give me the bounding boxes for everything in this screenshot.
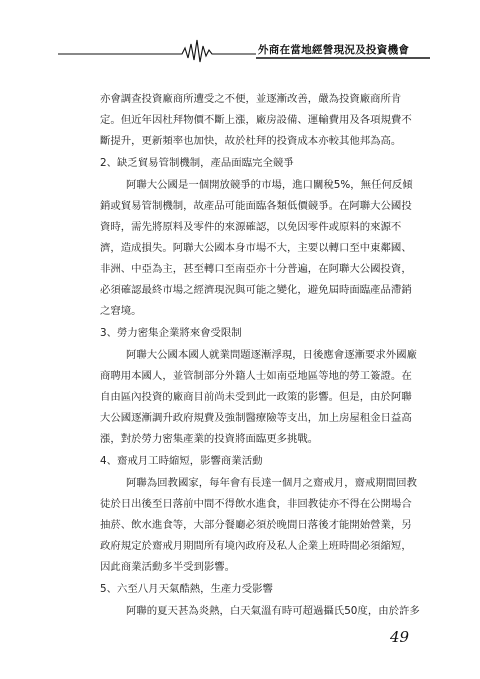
text-line: 定。但近年因杜拜物價不斷上漲，廠房設備、運輸費用及各項規費不 — [100, 114, 412, 126]
text-line: 阿聯大公國是一個開放競爭的市場，進口關稅5%，無任何反傾 — [126, 179, 413, 191]
text-line: 商聘用本國人，並管制部分外籍人士如南亞地區等地的勞工簽證。在 — [100, 370, 412, 382]
text-line: 非洲、中亞為主，甚至轉口至南亞亦十分普遍，在阿聯大公國投資， — [100, 263, 412, 275]
text-line: 自由區內投資的廠商目前尚未受到此一政策的影響。但是，由於阿聯 — [100, 391, 412, 403]
text-line: 濟，造成損失。阿聯大公國本身市場不大，主要以轉口至中東鄰國、 — [100, 242, 412, 254]
header-title: 外商在當地經營現況及投資機會 — [258, 44, 410, 56]
text-line: 銷或貿易管制機制，故產品可能面臨各類低價競爭。在阿聯大公國投 — [100, 200, 412, 212]
text-line: 漲，對於勞力密集產業的投資將面臨更多挑戰。 — [100, 433, 319, 445]
text-line: 阿聯的夏天甚為炎熱，白天氣溫有時可超過攝氏50度，由於許多 — [126, 605, 420, 617]
text-line: 大公國逐漸調升政府規費及強制醫療險等支出，加上房屋租金日益高 — [100, 412, 412, 424]
text-line: 之窘境。 — [100, 305, 142, 317]
text-line: 阿聯大公國本國人就業問題逐漸浮現，日後應會逐漸要求外國廠 — [126, 349, 417, 361]
text-line: 斷提升，更新頻率也加快，故於杜拜的投資成本亦較其他邦為高。 — [100, 135, 402, 147]
text-line: 阿聯為回教國家，每年會有長達一個月之齋戒月，齋戒期間回教 — [126, 477, 417, 489]
text-line: 因此商業活動多半受到影響。 — [100, 561, 236, 573]
text-line: 亦會調查投資廠商所遭受之不便，並逐漸改善，嚴為投資廠商所肯 — [100, 93, 402, 105]
text-line: 資時，需先將原料及零件的來源確認，以免因零件或原料的來源不 — [100, 221, 402, 233]
header-decoration — [0, 0, 480, 70]
text-line: 徒於日出後至日落前中間不得飲水進食，非回教徒亦不得在公開場合 — [100, 498, 412, 510]
text-line: 政府規定於齋戒月期間所有境內政府及私人企業上班時間必須縮短， — [100, 540, 412, 552]
section-heading: 5、六至八月天氣酷熱，生產力受影響 — [100, 583, 273, 595]
section-heading: 4、齋戒月工時縮短，影響商業活動 — [100, 455, 263, 467]
section-heading: 3、勞力密集企業將來會受限制 — [100, 327, 242, 339]
page-header — [0, 0, 480, 70]
pulse-line-icon — [178, 40, 216, 62]
section-heading: 2、缺乏貿易管制機制，產品面臨完全競爭 — [100, 157, 294, 169]
page-number: 49 — [390, 628, 410, 646]
text-line: 必須確認最終市場之經濟現況與可能之變化，避免屆時面臨產品滯銷 — [100, 284, 412, 296]
text-line: 抽菸、飲水進食等，大部分餐廳必須於晚間日落後才能開始營業，另 — [100, 519, 412, 531]
